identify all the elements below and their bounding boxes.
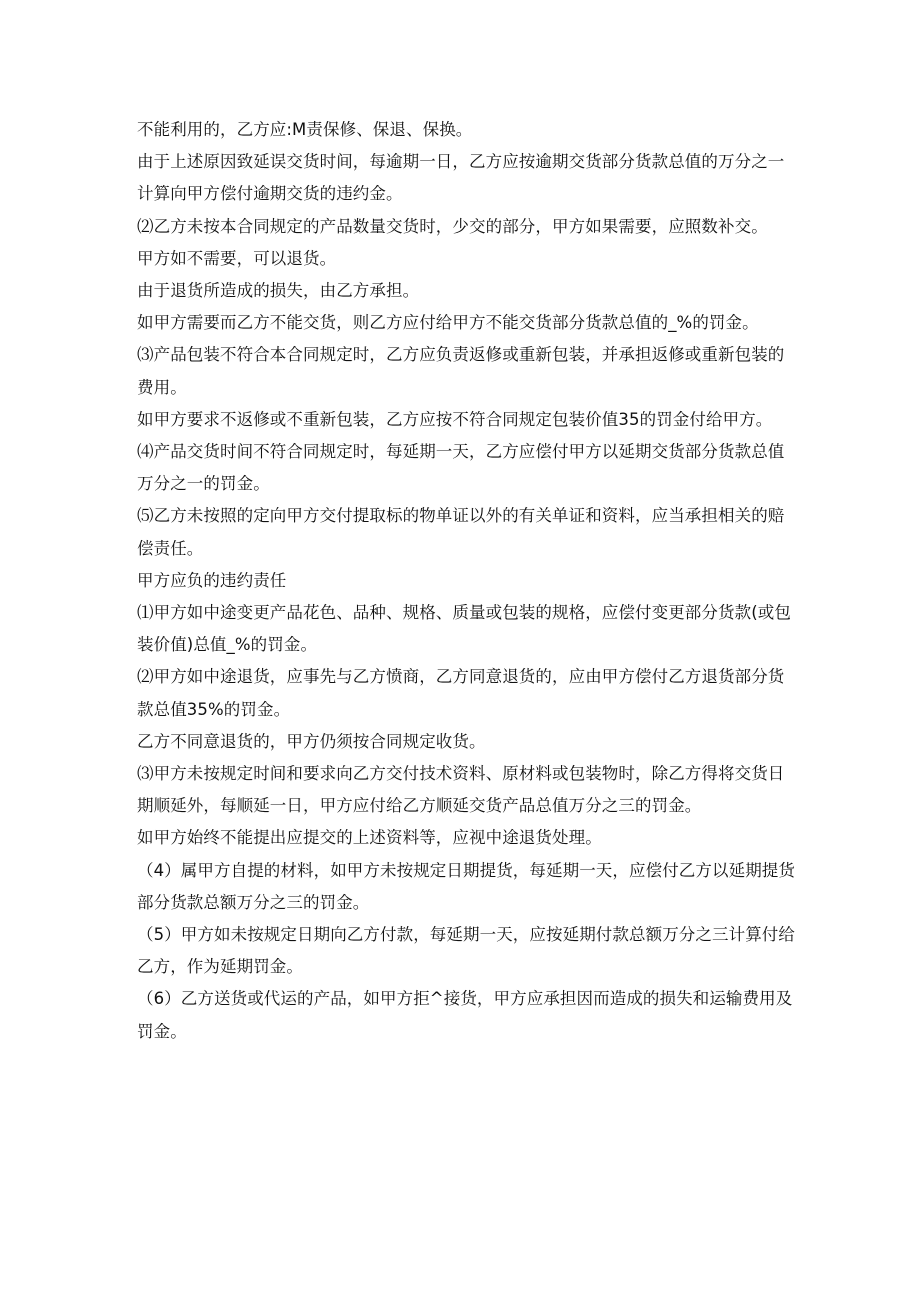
- paragraph: 如甲方需要而乙方不能交货，则乙方应付给甲方不能交货部分货款总值的_%的罚金。: [137, 313, 759, 333]
- paragraph: （5）甲方如未按规定日期向乙方付款，每延期一天，应按延期付款总额万分之三计算付给乙方，作为延期罚金。: [137, 925, 795, 977]
- paragraph: ⑶产品包装不符合本合同规定时，乙方应负责返修或重新包装，并承担返修或重新包装的费用。: [137, 345, 785, 397]
- paragraph: ⑶甲方未按规定时间和要求向乙方交付技术资料、原材料或包装物时，除乙方得将交货日期顺延外，每顺延一日，甲方应付给乙方顺延交货产品总值万分之三的罚金。: [137, 764, 785, 816]
- paragraph: 如甲方要求不返修或不重新包装，乙方应按不符合同规定包装价值35的罚金付给甲方。: [137, 409, 773, 429]
- paragraph: （4）属甲方自提的材料，如甲方未按规定日期提货，每延期一天，应偿付乙方以延期提货部分货款总额万分之三的罚金。: [137, 860, 795, 912]
- paragraph: 不能利用的，乙方应:M责保修、保退、保换。: [137, 120, 473, 139]
- paragraph: （6）乙方送货或代运的产品，如甲方拒^接货，甲方应承担因而造成的损失和运输费用及罚金。: [137, 989, 793, 1041]
- paragraph: ⑴甲方如中途变更产品花色、品种、规格、质量或包装的规格，应偿付变更部分货款(或包装价值)总值_%的罚金。: [137, 603, 791, 655]
- paragraph: 如甲方始终不能提出应提交的上述资料等，应视中途退货处理。: [137, 828, 602, 848]
- document-body: [137, 114, 797, 1048]
- paragraph: 由于上述原因致延误交货时间，每逾期一日，乙方应按逾期交货部分货款总值的万分之一计算向甲方偿付逾期交货的违约金。: [137, 152, 785, 204]
- paragraph: ⑵乙方未按本合同规定的产品数量交货时，少交的部分，甲方如果需要，应照数补交。: [137, 216, 768, 236]
- paragraph: ⑷产品交货时间不符合同规定时，每延期一天，乙方应偿付甲方以延期交货部分货款总值万分之一的罚金。: [137, 442, 785, 494]
- paragraph: 乙方不同意退货的，甲方仍须按合同规定收货。: [137, 731, 486, 751]
- paragraph: ⑵甲方如中途退货，应事先与乙方愤商，乙方同意退货的，应由甲方偿付乙方退货部分货款总值35%的罚金。: [137, 667, 785, 719]
- section-heading: 甲方应负的违约责任: [137, 570, 287, 590]
- paragraph: 由于退货所造成的损失，由乙方承担。: [137, 281, 420, 301]
- paragraph: ⑸乙方未按照的定向甲方交付提取标的物单证以外的有关单证和资料，应当承担相关的赔偿责任。: [137, 506, 785, 558]
- paragraph: 甲方如不需要，可以退货。: [137, 248, 337, 268]
